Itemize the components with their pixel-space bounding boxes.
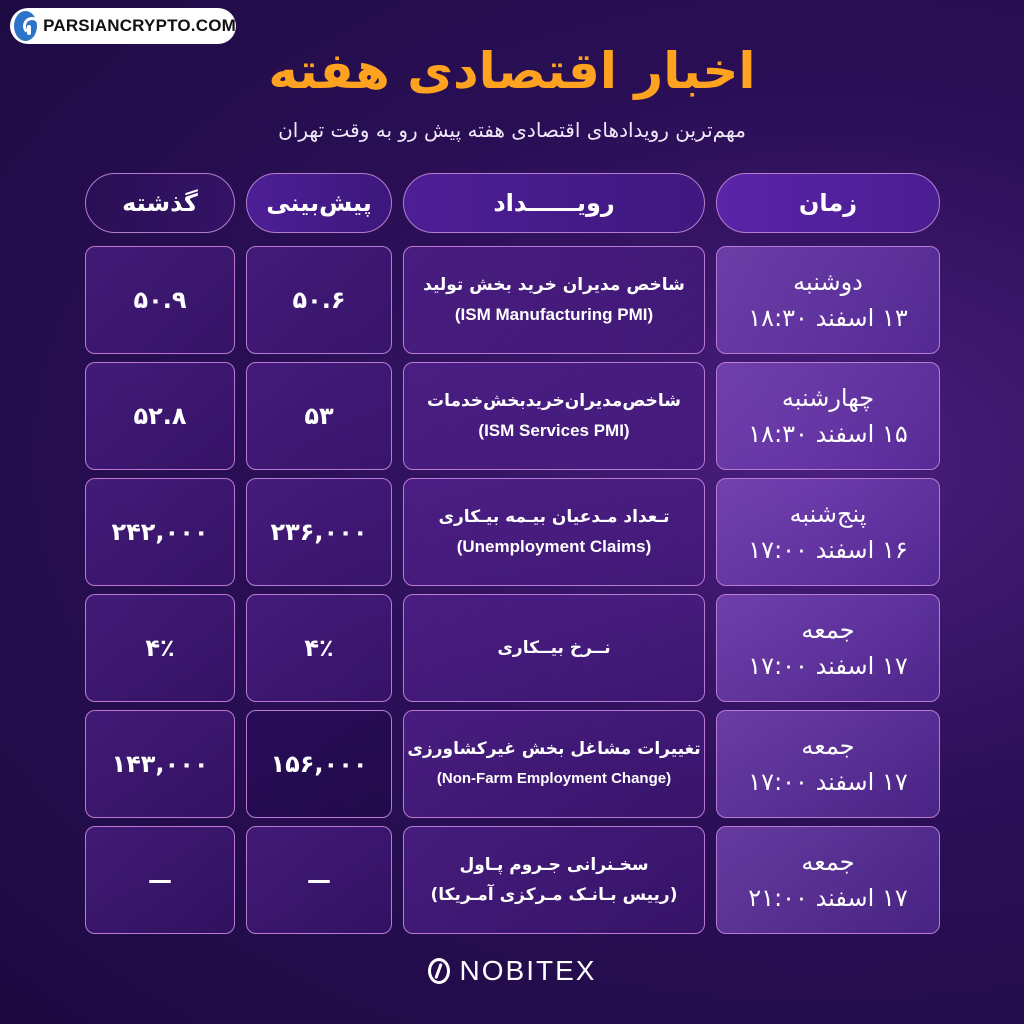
row-4-previous: ۴٪ <box>85 594 235 702</box>
row-6-day: جمعه <box>801 848 855 876</box>
row-3-forecast: ۲۳۶,۰۰۰ <box>246 478 392 586</box>
row-3-event-fa: تـعداد مـدعیان بیـمه بیـکاری <box>438 507 670 527</box>
footer-brand-text: NOBITEX <box>459 955 597 986</box>
watermark-badge <box>10 8 236 44</box>
row-1-previous: ۵۰.۹ <box>85 246 235 354</box>
row-2-event <box>403 362 705 470</box>
row-3-event <box>403 478 705 586</box>
row-2-day: چهارشنبه <box>781 384 875 412</box>
row-1-event <box>403 246 705 354</box>
page-title: اخبار اقتصادی هفته <box>268 42 756 100</box>
nobitex-logo-icon <box>428 958 450 984</box>
row-5-time <box>716 710 940 818</box>
row-3-time <box>716 478 940 586</box>
parsiancrypto-logo-icon <box>14 11 37 41</box>
row-3-date: ۱۶ اسفند ۱۷:۰۰ <box>748 536 908 564</box>
row-3-previous: ۲۴۲,۰۰۰ <box>85 478 235 586</box>
row-6-forecast: — <box>246 826 392 934</box>
row-5-event-fa: تغییرات مشاغل بخش غیرکشاورزی <box>407 739 701 759</box>
row-5-date: ۱۷ اسفند ۱۷:۰۰ <box>748 768 908 796</box>
row-5-previous: ۱۴۳,۰۰۰ <box>85 710 235 818</box>
row-2-forecast: ۵۳ <box>246 362 392 470</box>
row-6-event <box>403 826 705 934</box>
watermark-text: PARSIANCRYPTO.COM <box>43 16 236 35</box>
header-previous: گذشته <box>85 173 235 233</box>
row-6-date: ۱۷ اسفند ۲۱:۰۰ <box>748 884 908 912</box>
row-5-event-en: (Non-Farm Employment Change) <box>436 770 672 787</box>
row-4-day: جمعه <box>801 616 855 644</box>
row-1-day: دوشنبه <box>793 268 863 296</box>
row-4-date: ۱۷ اسفند ۱۷:۰۰ <box>748 652 908 680</box>
row-1-forecast: ۵۰.۶ <box>246 246 392 354</box>
row-1-time <box>716 246 940 354</box>
row-2-event-en: (ISM Services PMI) <box>478 421 630 440</box>
row-5-event <box>403 710 705 818</box>
header-forecast: پیش‌بینی <box>246 173 392 233</box>
row-4-event-fa: نــرخ بیــکاری <box>497 638 611 658</box>
row-2-event-fa: شاخص‌مدیران‌خرید‌بخش‌خدمات <box>427 391 681 411</box>
row-4-time <box>716 594 940 702</box>
row-1-event-fa: شاخص مدیران خرید بخش تولید <box>423 275 685 295</box>
row-6-previous: — <box>85 826 235 934</box>
row-5-day: جمعه <box>801 732 855 760</box>
row-1-event-en: (ISM Manufacturing PMI) <box>454 305 654 324</box>
row-3-event-en: (Unemployment Claims) <box>456 537 652 556</box>
row-3-day: پنج‌شنبه <box>789 500 867 528</box>
header-time: زمان <box>716 173 940 233</box>
row-5-forecast: ۱۵۶,۰۰۰ <box>246 710 392 818</box>
row-2-previous: ۵۲.۸ <box>85 362 235 470</box>
row-2-time <box>716 362 940 470</box>
header-event: رویــــــداد <box>403 173 705 233</box>
row-6-event-sub: (رییس بـانـک مـرکزی آمـریکا) <box>430 885 678 905</box>
footer-brand <box>0 955 1024 987</box>
row-6-time <box>716 826 940 934</box>
row-6-event-fa: سخـنرانی جـروم پـاول <box>459 855 649 875</box>
row-2-date: ۱۵ اسفند ۱۸:۳۰ <box>748 420 908 448</box>
row-1-date: ۱۳ اسفند ۱۸:۳۰ <box>748 304 908 332</box>
row-4-forecast: ۴٪ <box>246 594 392 702</box>
row-4-event <box>403 594 705 702</box>
page-subtitle: مهم‌ترین رویدادهای اقتصادی هفته پیش رو به وقت تهران <box>278 118 746 142</box>
